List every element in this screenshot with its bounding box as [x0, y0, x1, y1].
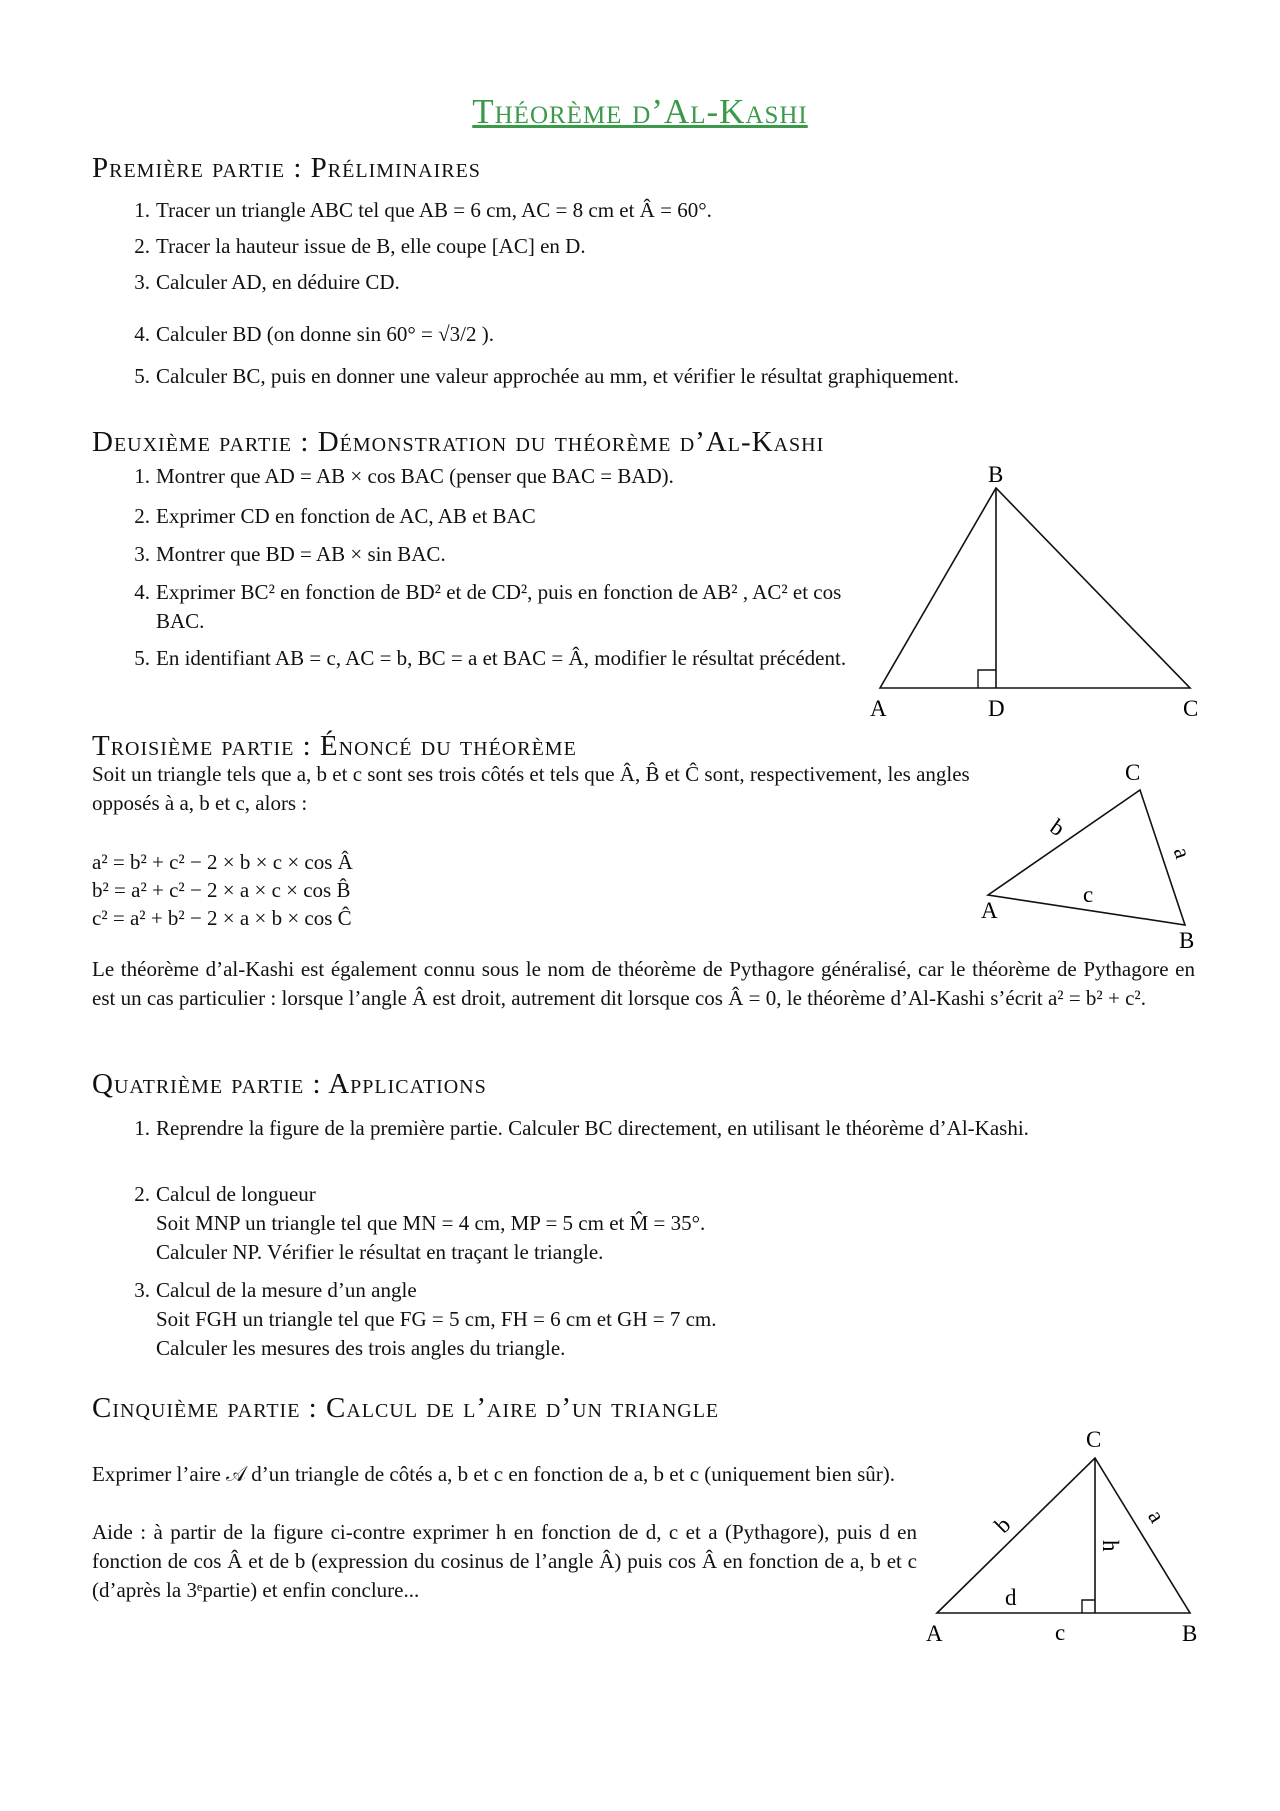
label-a-vertex: A [926, 1621, 943, 1646]
label-c-vertex: C [1086, 1427, 1102, 1452]
label-side-b: b [989, 1511, 1016, 1538]
right-angle-marker [978, 670, 996, 688]
list-item: 1. Reprendre la figure de la première partie. Calculer BC directement, en utilisant le théorème d’Al-Kashi. [134, 1116, 1029, 1140]
section-3-remark: Le théorème d’al-Kashi est également connu sous le nom de théorème de Pythagore généralisé, car le théorème de Pythagore en est un cas particulier : lorsque l’angle Â est droit, autrement dit lorsque cos Â = 0, le théorème d’Al-Kashi s’écrit a² = b² + c². [92, 957, 1195, 1010]
list-item: 2. Exprimer CD en fonction de AC, AB et BAC [134, 504, 536, 528]
list-item: 5. Calculer BC, puis en donner une valeur approchée au mm, et vérifier le résultat graphiquement. [134, 364, 959, 388]
right-angle-marker [1082, 1600, 1095, 1613]
label-h: h [1098, 1540, 1123, 1552]
label-b-vertex: B [1182, 1621, 1198, 1646]
section-5-heading: Cinquième partie : Calcul de l’aire d’un triangle [92, 1392, 720, 1424]
list-item: 1. Tracer un triangle ABC tel que AB = 6 cm, AC = 8 cm et Â = 60°. [134, 198, 712, 222]
formula-b: b² = a² + c² − 2 × a × c × cos B̂ [92, 878, 351, 902]
section-3-intro: Soit un triangle tels que a, b et c sont ses trois côtés et tels que Â, B̂ et Ĉ sont, respectivement, les angles opposés à a, b et c, alors : [92, 762, 970, 815]
label-side-c: c [1083, 882, 1094, 907]
formula-block [92, 848, 353, 932]
label-b-vertex: B [1179, 928, 1195, 953]
list-item: 3. Calcul de la mesure d’un angle Soit FGH un triangle tel que FG = 5 cm, FH = 6 cm et GH = 7 cm. Calculer les mesures des trois angles du triangle. [134, 1278, 717, 1360]
figure-scalene-triangle [975, 755, 1200, 955]
section-2-heading: Deuxième partie : Démonstration du théorème d’Al-Kashi [92, 426, 825, 458]
label-side-b: b [1045, 814, 1070, 842]
section-5-para1: Exprimer l’aire 𝒜 d’un triangle de côtés a, b et c en fonction de a, b et c (uniquement bien sûr). [92, 1462, 895, 1486]
label-d: d [1005, 1585, 1017, 1610]
list-item: 2. Calcul de longueur Soit MNP un triangle tel que MN = 4 cm, MP = 5 cm et M̂ = 35°. Calculer NP. Vérifier le résultat en traçant le triangle. [134, 1182, 706, 1264]
label-a-vertex: A [981, 898, 998, 923]
list-item: 1. Montrer que AD = AB × cos BAC (penser que BAC = BAD). [134, 464, 674, 488]
list-item: 3. Calculer AD, en déduire CD. [134, 270, 400, 294]
formula-c: c² = a² + b² − 2 × a × b × cos Ĉ [92, 906, 352, 930]
label-side-c: c [1055, 1620, 1066, 1645]
label-c-vertex: C [1125, 760, 1141, 785]
label-a: A [870, 696, 887, 721]
label-b: B [988, 462, 1004, 487]
list-item: 3. Montrer que BD = AB × sin BAC. [134, 542, 446, 566]
triangle [937, 1458, 1190, 1613]
formula-a: a² = b² + c² − 2 × b × c × cos Â [92, 850, 353, 874]
figure-altitude-triangle [860, 455, 1210, 730]
label-d: D [988, 696, 1005, 721]
label-side-a: a [1168, 844, 1196, 862]
section-3-heading: Troisième partie : Énoncé du théorème [92, 730, 577, 762]
triangle-abc [880, 488, 1190, 688]
label-c: C [1183, 696, 1199, 721]
page-title: Théorème d’Al-Kashi [472, 92, 808, 131]
section-5-para2: Aide : à partir de la figure ci-contre exprimer h en fonction de d, c et a (Pythagore), puis d en fonction de cos Â et de b (expression du cosinus de l’angle Â) puis cos Â en fonction de a, b et c (d’après la 3ᵉpartie) et enfin conclure... [92, 1520, 917, 1602]
section-4-heading: Quatrième partie : Applications [92, 1068, 487, 1100]
label-side-a: a [1143, 1505, 1170, 1528]
section-1-heading: Première partie : Préliminaires [92, 152, 481, 184]
list-item: 2. Tracer la hauteur issue de B, elle coupe [AC] en D. [134, 234, 586, 258]
list-item: 4. Calculer BD (on donne sin 60° = √3/2 ). [134, 322, 494, 346]
list-item: 5. En identifiant AB = c, AC = b, BC = a et BAC = Â, modifier le résultat précédent. [134, 646, 847, 670]
list-item: 4. Exprimer BC² en fonction de BD² et de CD², puis en fonction de AB² , AC² et cos BAC. [134, 580, 842, 633]
figure-height-triangle [920, 1420, 1200, 1650]
